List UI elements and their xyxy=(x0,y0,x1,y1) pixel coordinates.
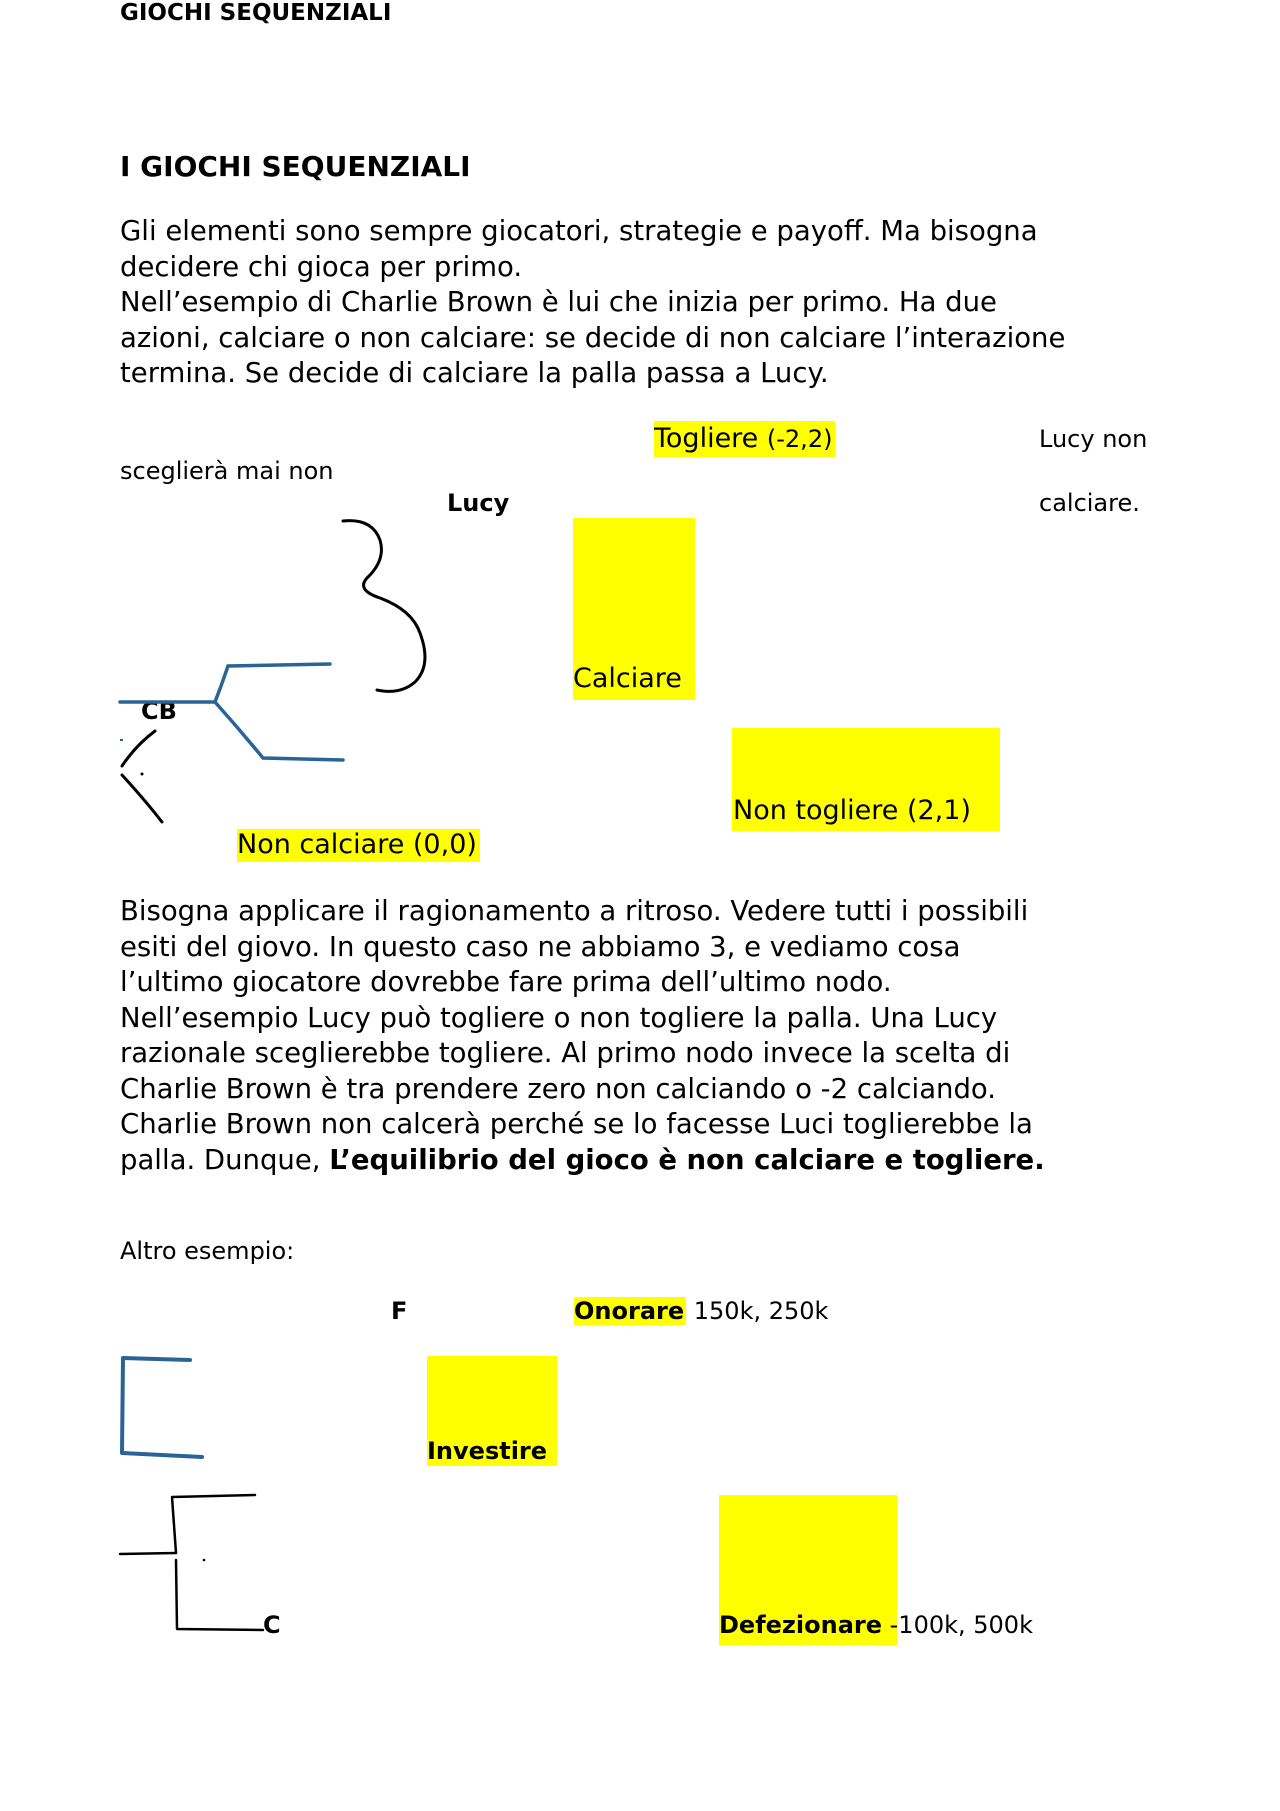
lucy-node-label: Lucy xyxy=(447,489,510,517)
side-note-line3: calciare. xyxy=(1039,489,1140,517)
analysis-line: Nell’esempio Lucy può togliere o non togliere la palla. Una Lucy xyxy=(120,1001,998,1034)
togliere-payoff: (-2,2) xyxy=(766,425,833,453)
non-calciare-label: Non calciare (0,0) xyxy=(237,829,480,862)
onorare-label: Onorare xyxy=(574,1297,685,1325)
section-title: I GIOCHI SEQUENZIALI xyxy=(120,150,471,183)
example2-intro: Altro esempio: xyxy=(120,1237,295,1265)
togliere-label: Togliere xyxy=(654,423,759,454)
intro-line: azioni, calciare o non calciare: se decide di non calciare l’interazione xyxy=(120,321,1066,354)
side-note-line1: Lucy non xyxy=(1039,425,1148,453)
analysis-last-prefix: palla. Dunque, xyxy=(120,1143,330,1176)
analysis-line: esiti del giovo. In questo caso ne abbiamo 3, e vediamo cosa xyxy=(120,930,961,963)
intro-line: Gli elementi sono sempre giocatori, strategie e payoff. Ma bisogna xyxy=(120,215,1038,247)
non-togliere-label: Non togliere (2,1) xyxy=(733,795,971,826)
analysis-line: l’ultimo giocatore dovrebbe fare prima dell’ultimo nodo. xyxy=(120,966,892,998)
investire-label: Investire xyxy=(427,1437,548,1465)
c-upper-branch xyxy=(172,1495,255,1553)
c-root-line xyxy=(120,1553,176,1554)
c-node-label: C xyxy=(263,1611,281,1639)
analysis-line: razionale sceglierebbe togliere. Al primo nodo invece la scelta di xyxy=(120,1037,1011,1069)
defezionare-label: Defezionare xyxy=(719,1611,882,1639)
page-header: GIOCHI SEQUENZIALI xyxy=(120,0,392,26)
equilibrium-statement: L’equilibrio del gioco è non calciare e togliere. xyxy=(329,1143,1045,1176)
analysis-line: Charlie Brown è tra prendere zero non calciando o -2 calciando. xyxy=(120,1072,997,1105)
onorare-payoff: 150k, 250k xyxy=(693,1297,829,1325)
intro-line: termina. Se decide di calciare la palla passa a Lucy. xyxy=(120,357,829,389)
c-lower-branch xyxy=(176,1560,263,1630)
side-note-line2: sceglierà mai non xyxy=(120,457,334,485)
f-node-label: F xyxy=(391,1297,408,1325)
intro-line: Nell’esempio di Charlie Brown è lui che inizia per primo. Ha due xyxy=(120,286,997,318)
intro-line: decidere chi gioca per primo. xyxy=(120,250,523,283)
defezionare-payoff: -100k, 500k xyxy=(889,1611,1033,1639)
analysis-line: Bisogna applicare il ragionamento a ritroso. Vedere tutti i possibili xyxy=(120,895,1029,927)
f-branch-bracket xyxy=(122,1358,202,1457)
calciare-label: Calciare xyxy=(573,663,682,694)
analysis-line: Charlie Brown non calcerà perché se lo facesse Luci toglierebbe la xyxy=(120,1108,1033,1140)
cb-node-label: CB xyxy=(141,697,177,725)
